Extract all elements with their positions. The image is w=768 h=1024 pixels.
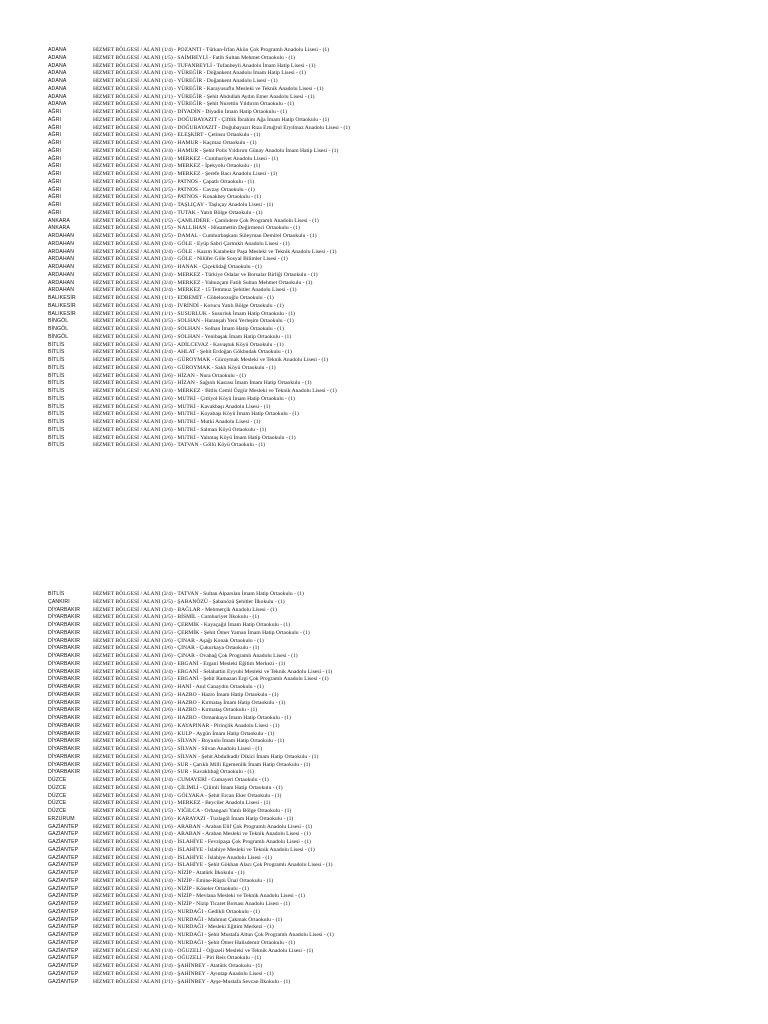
- assignment-description: HİZMET BÖLGESİ / ALANI (3/4) - ERGANİ - Selahattin Eyyubi Mesleki ve Teknik Anadolu Lisesi - (1): [93, 668, 333, 675]
- assignment-description: HİZMET BÖLGESİ / ALANI (1/4) - NURDAĞI - Şehit Mustafa Altun Çok Programlı Anadolu Lisesi - (1): [93, 932, 334, 938]
- list-item: [0, 684, 768, 692]
- assignment-description: HİZMET BÖLGESİ / ALANI (3/6) - SUR - Çarıklı Milli Egemenlik İmam Hatip Ortaokulu - (1): [93, 761, 311, 768]
- list-item: [0, 357, 768, 365]
- province-name: BİTLİS: [48, 426, 65, 433]
- assignment-description: HİZMET BÖLGESİ / ALANI (3/4) - ERGANİ - Ergani Mesleki Eğitim Merkezi - (1): [93, 660, 286, 667]
- province-name: GAZİANTEP: [48, 901, 79, 907]
- province-name: ARDAHAN: [48, 256, 75, 263]
- list-item: [0, 630, 768, 638]
- assignment-description: HİZMET BÖLGESİ / ALANI (1/4) - NİZİP - Nizip Ticaret Borsası Anadolu Lisesi - (1): [93, 901, 290, 907]
- assignment-description: HİZMET BÖLGESİ / ALANI (1/4) - İSLAHİYE - İslahiye Mesleki ve Teknik Anadolu Lisesi - (1): [93, 846, 315, 853]
- province-name: AĞRI: [48, 163, 62, 170]
- assignment-description: HİZMET BÖLGESİ / ALANI (3/5) - DOĞUBAYAZIT - Çiftlik İbrahim Ağa İmam Hatip Ortaokulu - (1): [93, 116, 330, 123]
- assignment-description: HİZMET BÖLGESİ / ALANI (3/6) - SUR - Kavaklıbağ Ortaokulu - (1): [93, 769, 255, 776]
- assignment-description: HİZMET BÖLGESİ / ALANI (3/6) - MUTKİ - Koyabaşı Köyü İmam Hatip Ortaokulu - (1): [93, 411, 299, 418]
- list-item: [0, 955, 768, 963]
- assignment-description: HİZMET BÖLGESİ / ALANI (1/5) - SAİMBEYLİ - Fatih Sultan Mehmet Ortaokulu - (1): [93, 54, 296, 61]
- assignment-description: HİZMET BÖLGESİ / ALANI (3/5) - SİLVAN - Şehit Abdulkadir Dikici İmam Hatip Ortaokulu - (1): [93, 753, 319, 760]
- province-name: BALIKESİR: [48, 295, 76, 301]
- list-item: [0, 816, 768, 824]
- assignment-description: HİZMET BÖLGESİ / ALANI (1/4) - ŞAHİNBEY - Atatürk Ortaokulu - (1): [93, 963, 263, 969]
- province-name: DİYARBAKIR: [48, 738, 81, 745]
- assignment-description: HİZMET BÖLGESİ / ALANI (3/4) - MERKEZ - Yalnızçam Fatih Sultan Mehmet Ortaokulu - (1): [93, 279, 313, 286]
- province-name: AĞRI: [48, 209, 62, 216]
- list-item: [0, 272, 768, 280]
- assignment-description: HİZMET BÖLGESİ / ALANI (3/4) - MERKEZ - Türkiye Odalar ve Borsalar Birliği Ortaokulu - (1): [93, 271, 318, 278]
- assignment-description: HİZMET BÖLGESİ / ALANI (3/5) - SOLHAN - Haranşah Yeni Yerleşim Ortaokulu - (1): [93, 318, 294, 325]
- list-item: [0, 878, 768, 886]
- province-name: BİNGÖL: [48, 333, 69, 340]
- list-item: [0, 202, 768, 210]
- province-name: AĞRI: [48, 186, 62, 193]
- province-name: ADANA: [48, 78, 67, 84]
- assignment-description: HİZMET BÖLGESİ / ALANI (3/5) - ÇERMİK - Şehit Ömer Yaman İmam Hatip Ortaokulu - (1): [93, 629, 310, 636]
- list-item: [0, 645, 768, 653]
- province-name: ADANA: [48, 54, 67, 61]
- list-item: [0, 179, 768, 187]
- province-name: AĞRI: [48, 171, 62, 177]
- assignment-description: HİZMET BÖLGESİ / ALANI (1/4) - NURDAĞI - Şehit Ömer Halisdemir Ortaokulu - (1): [93, 939, 296, 946]
- province-name: DİYARBAKIR: [48, 622, 81, 628]
- assignment-description: HİZMET BÖLGESİ / ALANI (3/4) - MERKEZ - İpekyolu Ortaokulu - (1): [93, 163, 261, 170]
- assignment-description: HİZMET BÖLGESİ / ALANI (1/1) - YÜREĞİR - Şehit Abdullah Aydın Emer Anadolu Lisesi - (1): [93, 93, 315, 100]
- list-item: [0, 109, 768, 117]
- assignment-description: HİZMET BÖLGESİ / ALANI (3/4) - GÖLE - Kazım Karabekir Paşa Mesleki ve Teknik Anadolu Lisesi - (1): [93, 248, 337, 255]
- province-name: DİYARBAKIR: [48, 668, 81, 675]
- assignment-description: HİZMET BÖLGESİ / ALANI (1/5) - ÇAMLIDERE - Çamlıdere Çok Programlı Anadolu Lisesi - (1): [93, 217, 319, 224]
- assignment-description: HİZMET BÖLGESİ / ALANI (3/5) - PATNOS - Çapatlı Ortaokulu - (1): [93, 178, 255, 185]
- assignment-description: HİZMET BÖLGESİ / ALANI (1/1) - EDREMİT - Göbeloozoğlu Ortaokulu - (1): [93, 295, 274, 301]
- province-name: ADANA: [48, 62, 67, 69]
- assignment-description: HİZMET BÖLGESİ / ALANI (3/4) - MERKEZ - 15 Temmuz Şehitler Anadolu Lisesi - (1): [93, 287, 297, 294]
- province-name: ADANA: [48, 85, 67, 92]
- assignment-description: HİZMET BÖLGESİ / ALANI (3/5) - PATNOS - Cavzay Ortaokulu - (1): [93, 186, 255, 193]
- assignment-description: HİZMET BÖLGESİ / ALANI (1/4) - NİZİP - Mevlana Mesleki ve Teknik Anadolu Lisesi - (1): [93, 893, 305, 900]
- assignment-description: HİZMET BÖLGESİ / ALANI (3/4) - DİYADİN - Diyadin İmam Hatip Ortaokulu - (1): [93, 109, 287, 115]
- list-item: [0, 388, 768, 396]
- province-name: BALIKESİR: [48, 302, 76, 309]
- assignment-description: HİZMET BÖLGESİ / ALANI (1/4) - OĞUZELİ - Oğuzeli Mesleki ve Teknik Anadolu Lisesi - (1): [93, 947, 314, 954]
- assignment-description: HİZMET BÖLGESİ / ALANI (1/5) - NURDAĞI - Mahmut Çakmak Ortaokulu - (1): [93, 916, 283, 923]
- list-item: [0, 233, 768, 241]
- list-item: [0, 334, 768, 342]
- list-item: [0, 442, 768, 450]
- province-name: ANKARA: [48, 225, 70, 232]
- assignment-description: HİZMET BÖLGESİ / ALANI (3/6) - HAZRO - Ormankaya İmam Hatip Ortaokulu - (1): [93, 715, 291, 721]
- list-item: [0, 241, 768, 249]
- list-item: [0, 287, 768, 295]
- list-item: [0, 163, 768, 171]
- province-name: DİYARBAKIR: [48, 699, 81, 706]
- province-name: GAZİANTEP: [48, 893, 79, 900]
- list-item: [0, 839, 768, 847]
- assignment-description: HİZMET BÖLGESİ / ALANI (3/6) - MUTKİ - Salman Köyü Ortaokulu - (1): [93, 426, 267, 433]
- assignment-description: HİZMET BÖLGESİ / ALANI (3/4) - DOĞUBAYAZIT - Doğubayazıt Rıza Ertuğrul Eryılmaz Anadolu Lisesi - (1): [93, 124, 351, 131]
- list-item: [0, 101, 768, 109]
- list-item: [0, 132, 768, 140]
- assignment-description: HİZMET BÖLGESİ / ALANI (3/5) - HİZAN - Sağınlı Kasrası İmam İmam Hatip Ortaokulu - (1): [93, 380, 312, 387]
- province-name: ADANA: [48, 47, 67, 53]
- province-name: BİTLİS: [48, 349, 65, 356]
- list-item: [0, 963, 768, 971]
- assignment-description: HİZMET BÖLGESİ / ALANI (1/1) - ŞAHİNBEY - Ayşe-Mustafa Sevcan İlkokulu - (1): [93, 978, 291, 985]
- assignment-description: HİZMET BÖLGESİ / ALANI (3/6) - SİLVAN - Boyunlu İmam Hatip Ortaokulu - (1): [93, 738, 285, 745]
- list-item: [0, 940, 768, 948]
- province-name: DİYARBAKIR: [48, 676, 81, 683]
- province-name: DİYARBAKIR: [48, 637, 81, 644]
- assignment-description: HİZMET BÖLGESİ / ALANI (3/5) - ERGANİ - Şehit Ramazan Ergi Çok Programlı Anadolu Lisesi - (1): [93, 676, 329, 683]
- list-section-2: [0, 591, 768, 986]
- list-item: [0, 365, 768, 373]
- list-item: [0, 924, 768, 932]
- assignment-description: HİZMET BÖLGESİ / ALANI (1/6) - ARABAN - Araban Elif Çok Programlı Anadolu Lisesi - (1): [93, 823, 313, 830]
- province-name: DİYARBAKIR: [48, 761, 81, 768]
- province-name: ARDAHAN: [48, 287, 75, 294]
- assignment-description: HİZMET BÖLGESİ / ALANI (1/4) - İSLAHİYE - Fevzipaşa Çok Programlı Anadolu Lisesi - (1): [93, 839, 312, 845]
- province-name: AĞRI: [48, 178, 62, 185]
- province-name: GAZİANTEP: [48, 947, 79, 954]
- assignment-description: HİZMET BÖLGESİ / ALANI (1/4) - YÜREĞİR - Doğankent Anadolu Lisesi - (1): [93, 78, 278, 84]
- province-name: GAZİANTEP: [48, 924, 79, 931]
- list-item: [0, 380, 768, 388]
- list-item: [0, 117, 768, 125]
- assignment-description: HİZMET BÖLGESİ / ALANI (3/4) - MERKEZ - Şerefe Bacı Anadolu Lisesi - (1): [93, 171, 278, 177]
- province-name: DİYARBAKIR: [48, 753, 81, 760]
- list-item: [0, 256, 768, 264]
- list-item: [0, 808, 768, 816]
- list-item: [0, 210, 768, 218]
- assignment-description: HİZMET BÖLGESİ / ALANI (3/4) - TATVAN - Sultan Alparslan İmam Hatip Ortaokulu - (1): [93, 591, 304, 597]
- assignment-description: HİZMET BÖLGESİ / ALANI (3/5) - DAMAL - Cumhurbaşkanı Süleyman Demirel Ortaokulu - (1): [93, 233, 317, 239]
- list-item: [0, 932, 768, 940]
- assignment-description: HİZMET BÖLGESİ / ALANI (3/5) - SİLVAN - Silvan Anadolu Lisesi - (1): [93, 746, 262, 752]
- province-name: AĞRI: [48, 140, 62, 146]
- list-item: [0, 326, 768, 334]
- assignment-description: HİZMET BÖLGESİ / ALANI (2/5) - ŞABANÖZÜ - Şabanözü Şehitler İlkokulu - (1): [93, 598, 285, 605]
- assignment-description: HİZMET BÖLGESİ / ALANI (1/4) - NURDAĞI - Mesleki Eğitim Merkezi - (1): [93, 924, 274, 931]
- assignment-description: HİZMET BÖLGESİ / ALANI (3/6) - HAMUR - Kaçmaz Ortaokulu - (1): [93, 140, 257, 146]
- province-name: AĞRI: [48, 202, 62, 208]
- assignment-description: HİZMET BÖLGESİ / ALANI (1/5) - YIĞILCA - Orhangazi Yatılı Bölge Ortaokulu - (1): [93, 808, 292, 814]
- assignment-description: HİZMET BÖLGESİ / ALANI (1/4) - YÜREĞİR - Karayusuflu Mesleki ve Teknik Anadolu Lisesi - (1): [93, 85, 324, 92]
- province-name: ADANA: [48, 70, 67, 77]
- province-name: AĞRI: [48, 155, 62, 162]
- province-name: DİYARBAKIR: [48, 691, 81, 698]
- list-item: [0, 622, 768, 630]
- province-name: ARDAHAN: [48, 264, 75, 270]
- province-name: ANKARA: [48, 217, 70, 224]
- assignment-description: HİZMET BÖLGESİ / ALANI (3/4) - HAMUR - Şehit Polis Yıldırım Günay Anadolu İmam Hatip Lisesi - (1): [93, 147, 339, 154]
- list-item: [0, 614, 768, 622]
- assignment-description: HİZMET BÖLGESİ / ALANI (3/6) - ELEŞKİRT - Çetinsu Ortaokulu - (1): [93, 132, 261, 139]
- list-item: [0, 723, 768, 731]
- list-item: [0, 171, 768, 179]
- province-name: DİYARBAKIR: [48, 606, 81, 613]
- province-name: GAZİANTEP: [48, 908, 79, 915]
- province-name: AĞRI: [48, 147, 62, 154]
- assignment-description: HİZMET BÖLGESİ / ALANI (1/1) - MERKEZ - Beyciler Anadolu Lisesi - (1): [93, 800, 271, 807]
- assignment-description: HİZMET BÖLGESİ / ALANI (3/6) - ÇERMİK - Kayaçağıl İmam Hatip Ortaokulu - (1): [93, 622, 291, 628]
- list-item: [0, 318, 768, 326]
- province-name: BİTLİS: [48, 419, 65, 425]
- province-name: BİNGÖL: [48, 326, 69, 332]
- list-item: [0, 971, 768, 979]
- assignment-description: HİZMET BÖLGESİ / ALANI (1/6) - NİZİP - Köseler Ortaokulu - (1): [93, 885, 249, 892]
- province-name: DÜZCE: [48, 777, 67, 783]
- assignment-description: HİZMET BÖLGESİ / ALANI (3/4) - GÖLE - Nilüfer Göle Sosyal Bilimler Lisesi - (1): [93, 256, 288, 263]
- province-name: BİTLİS: [48, 395, 65, 402]
- assignment-description: HİZMET BÖLGESİ / ALANI (1/4) - CUMAYERİ - Cumayeri Ortaokulu - (1): [93, 777, 269, 783]
- province-name: DİYARBAKIR: [48, 707, 81, 714]
- list-item: [0, 194, 768, 202]
- province-name: GAZİANTEP: [48, 955, 79, 962]
- assignment-description: HİZMET BÖLGESİ / ALANI (3/6) - HANİ - Anıl Canaydın Ortaokulu - (1): [93, 684, 264, 690]
- assignment-description: HİZMET BÖLGESİ / ALANI (1/4) - İVRİNDİ - Korucu Yatılı Bölge Ortaokulu - (1): [93, 302, 284, 309]
- province-name: DİYARBAKIR: [48, 715, 81, 721]
- assignment-description: HİZMET BÖLGESİ / ALANI (1/4) - ARABAN - Araban Mesleki ve Teknik Anadolu Lisesi - (1): [93, 831, 311, 838]
- province-name: ADANA: [48, 101, 67, 108]
- province-name: AĞRI: [48, 109, 62, 115]
- province-name: BİTLİS: [48, 372, 65, 379]
- list-item: [0, 785, 768, 793]
- assignment-description: HİZMET BÖLGESİ / ALANI (3/4) - BAĞLAR - Mehmetçik Anadolu Lisesi - (1): [93, 606, 277, 613]
- list-item: [0, 676, 768, 684]
- province-name: GAZİANTEP: [48, 846, 79, 853]
- province-name: GAZİANTEP: [48, 870, 79, 876]
- list-item: [0, 715, 768, 723]
- province-name: BİTLİS: [48, 434, 65, 441]
- list-item: [0, 754, 768, 762]
- list-item: [0, 295, 768, 303]
- list-item: [0, 979, 768, 987]
- province-name: ARDAHAN: [48, 240, 75, 247]
- assignment-description: HİZMET BÖLGESİ / ALANI (1/5) - NURDAĞI - Gedikli Ortaokulu - (1): [93, 908, 260, 915]
- list-item: [0, 70, 768, 78]
- province-name: ARDAHAN: [48, 248, 75, 255]
- list-item: [0, 738, 768, 746]
- list-item: [0, 427, 768, 435]
- assignment-description: HİZMET BÖLGESİ / ALANI (1/5) - İSLAHİYE - Şehit Gökhan Alacı Çok Programlı Anadolu Lisesi - (1): [93, 862, 333, 869]
- province-name: DİYARBAKIR: [48, 730, 81, 737]
- province-name: DİYARBAKIR: [48, 653, 81, 659]
- province-name: GAZİANTEP: [48, 885, 79, 892]
- province-name: GAZİANTEP: [48, 854, 79, 861]
- province-name: GAZİANTEP: [48, 932, 79, 938]
- province-name: DİYARBAKIR: [48, 660, 81, 667]
- assignment-description: HİZMET BÖLGESİ / ALANI (3/5) - BİSMİL - Cumhuriyet İlkokulu - (1): [93, 614, 260, 621]
- assignment-description: HİZMET BÖLGESİ / ALANI (1/4) - YÜREĞİR - Doğankent Anadolu İmam Hatip Lisesi - (1): [93, 70, 306, 77]
- assignment-description: HİZMET BÖLGESİ / ALANI (3/4) - GÜROYMAK - Güroymak Mesleki ve Teknik Anadolu Lisesi - (1): [93, 357, 329, 363]
- province-name: BİTLİS: [48, 411, 65, 418]
- assignment-description: HİZMET BÖLGESİ / ALANI (1/4) - NİZİP - Emine-Rüştü Ünal Ortaokulu - (1): [93, 877, 274, 884]
- province-name: GAZİANTEP: [48, 963, 79, 969]
- assignment-description: HİZMET BÖLGESİ / ALANI (1/5) - NALLIHAN - Hüsamettin Değirmenci Ortaokulu - (1): [93, 225, 300, 232]
- assignment-description: HİZMET BÖLGESİ / ALANI (3/6) - TATVAN - Göllü Köyü Ortaokulu - (1): [93, 442, 266, 449]
- list-item: [0, 349, 768, 357]
- assignment-description: HİZMET BÖLGESİ / ALANI (3/4) - GÖLE - Eyüp Sabri Çarmıklı Anadolu Lisesi - (1): [93, 240, 290, 247]
- assignment-description: HİZMET BÖLGESİ / ALANI (3/6) - KULP - Aygün İmam Hatip Ortaokulu - (1): [93, 730, 275, 737]
- province-name: GAZİANTEP: [48, 831, 79, 838]
- province-name: ADANA: [48, 93, 67, 100]
- list-item: [0, 870, 768, 878]
- province-name: DÜZCE: [48, 808, 67, 814]
- province-name: GAZİANTEP: [48, 823, 79, 830]
- assignment-description: HİZMET BÖLGESİ / ALANI (3/5) - HAZRO - Hazro İmam Hatip Ortaokulu - (1): [93, 691, 279, 698]
- list-item: [0, 800, 768, 808]
- list-item: [0, 140, 768, 148]
- province-name: ARDAHAN: [48, 233, 75, 239]
- list-item: [0, 396, 768, 404]
- assignment-description: HİZMET BÖLGESİ / ALANI (3/6) - MUTKİ - Yalıntaş Köyü İmam Hatip Ortaokulu - (1): [93, 434, 296, 441]
- list-item: [0, 893, 768, 901]
- assignment-description: HİZMET BÖLGESİ / ALANI (3/5) - ADİLCEVAZ - Kavuştuk Köyü Ortaokulu - (1): [93, 341, 284, 348]
- assignment-description: HİZMET BÖLGESİ / ALANI (3/4) - MUTKİ - Mutki Anadolu Lisesi - (1): [93, 419, 261, 425]
- province-name: DİYARBAKIR: [48, 629, 81, 636]
- province-name: ERZURUM: [48, 815, 75, 822]
- province-name: DİYARBAKIR: [48, 722, 81, 729]
- list-item: [0, 55, 768, 63]
- list-item: [0, 769, 768, 777]
- province-name: AĞRI: [48, 124, 62, 131]
- list-item: [0, 831, 768, 839]
- province-name: DİYARBAKIR: [48, 769, 81, 776]
- assignment-description: HİZMET BÖLGESİ / ALANI (3/4) - SOLHAN - Solhan İmam Hatip Ortaokulu - (1): [93, 326, 284, 332]
- province-name: DİYARBAKIR: [48, 645, 81, 652]
- list-item: [0, 746, 768, 754]
- province-name: GAZİANTEP: [48, 839, 79, 845]
- province-name: GAZİANTEP: [48, 970, 79, 977]
- province-name: AĞRI: [48, 194, 62, 201]
- assignment-description: HİZMET BÖLGESİ / ALANI (3/6) - SOLHAN - Yenibaşak İmam Hatip Ortaokulu - (1): [93, 333, 292, 340]
- list-item: [0, 901, 768, 909]
- list-item: [0, 419, 768, 427]
- province-name: BİNGÖL: [48, 318, 69, 325]
- assignment-description: HİZMET BÖLGESİ / ALANI (3/4) - TUTAK - Yatılı Bölge Ortaokulu - (1): [93, 209, 263, 216]
- province-name: ARDAHAN: [48, 279, 75, 286]
- province-name: BİTLİS: [48, 341, 65, 348]
- province-name: BİTLİS: [48, 403, 65, 410]
- province-name: BİTLİS: [48, 442, 65, 449]
- list-section-1: [0, 47, 768, 450]
- list-item: [0, 148, 768, 156]
- province-name: BİTLİS: [48, 364, 65, 371]
- province-name: DÜZCE: [48, 800, 67, 807]
- list-item: [0, 692, 768, 700]
- assignment-description: HİZMET BÖLGESİ / ALANI (1/4) - GÖLYAKA - Şehit Ercan Eker Ortaokulu - (1): [93, 792, 282, 799]
- list-item: [0, 591, 768, 599]
- list-item: [0, 225, 768, 233]
- province-name: AĞRI: [48, 116, 62, 123]
- assignment-description: HİZMET BÖLGESİ / ALANI (3/6) - HİZAN - Nura Ortaokulu - (1): [93, 372, 246, 379]
- assignment-description: HİZMET BÖLGESİ / ALANI (3/6) - KAYAPINAR - Pirinçlik Anadolu Lisesi - (1): [93, 722, 280, 729]
- assignment-description: HİZMET BÖLGESİ / ALANI (3/5) - MUTKİ - Kavakbaşı Anadolu Lisesi - (1): [93, 403, 271, 410]
- assignment-description: HİZMET BÖLGESİ / ALANI (1/5) - TUFANBEYLİ - Tufanbeyli Anadolu İmam Hatip Lisesi - (1): [93, 62, 316, 69]
- assignment-description: HİZMET BÖLGESİ / ALANI (3/6) - HAZRO - Kırmataş Ortaokulu - (1): [93, 707, 258, 714]
- assignment-description: HİZMET BÖLGESİ / ALANI (3/4) - TAŞLIÇAY - Taşlıçay Anadolu Lisesi - (1): [93, 202, 274, 208]
- assignment-description: HİZMET BÖLGESİ / ALANI (3/6) - KARAYAZI - Tuzlagöl İmam Hatip Ortaokulu - (1): [93, 815, 294, 822]
- list-item: [0, 909, 768, 917]
- assignment-description: HİZMET BÖLGESİ / ALANI (1/5) - NİZİP - Atatürk İlkokulu - (1): [93, 870, 245, 876]
- province-name: GAZİANTEP: [48, 978, 79, 985]
- assignment-description: HİZMET BÖLGESİ / ALANI (3/6) - ÇINAR - Ovabağ Çok Programlı Anadolu Lisesi - (1): [93, 653, 298, 659]
- province-name: BİTLİS: [48, 380, 65, 387]
- list-item: [0, 661, 768, 669]
- assignment-description: HİZMET BÖLGESİ / ALANI (3/6) - HANAK - Çiçeklidağ Ortaokulu - (1): [93, 264, 262, 270]
- province-name: BİTLİS: [48, 388, 65, 394]
- list-item: [0, 777, 768, 785]
- assignment-description: HİZMET BÖLGESİ / ALANI (1/4) - POZANTI - Türkan-İrfan Akün Çok Programlı Anadolu Lisesi - (1): [93, 47, 330, 53]
- province-name: DÜZCE: [48, 784, 67, 791]
- province-name: DİYARBAKIR: [48, 746, 81, 752]
- assignment-description: HİZMET BÖLGESİ / ALANI (3/6) - ÇINAR - Çukurkaya Ortaokulu - (1): [93, 645, 260, 652]
- list-item: [0, 862, 768, 870]
- list-item: [0, 303, 768, 311]
- assignment-description: HİZMET BÖLGESİ / ALANI (1/4) - ŞAHİNBEY - Ayıntap Anadolu Lisesi - (1): [93, 970, 274, 977]
- province-name: ARDAHAN: [48, 271, 75, 278]
- assignment-description: HİZMET BÖLGESİ / ALANI (3/6) - GÜROYMAK - Saklı Köyü Ortaokulu - (1): [93, 364, 276, 371]
- list-item: [0, 847, 768, 855]
- list-item: [0, 707, 768, 715]
- assignment-description: HİZMET BÖLGESİ / ALANI (1/1) - SUSURLUK - Susurluk İmam Hatip Ortaokulu - (1): [93, 310, 296, 317]
- province-name: DİYARBAKIR: [48, 614, 81, 621]
- list-item: [0, 264, 768, 272]
- list-item: [0, 86, 768, 94]
- list-item: [0, 653, 768, 661]
- assignment-description: HİZMET BÖLGESİ / ALANI (1/4) - İSLAHİYE - İslahiye Anadolu Lisesi - (1): [93, 854, 272, 861]
- assignment-description: HİZMET BÖLGESİ / ALANI (3/6) - MUTKİ - Çitliyol Köyü İmam Hatip Ortaokulu - (1): [93, 395, 295, 402]
- assignment-description: HİZMET BÖLGESİ / ALANI (3/4) - MERKEZ - Cumhuriyet Anadolu Lisesi - (1): [93, 155, 279, 162]
- province-name: GAZİANTEP: [48, 862, 79, 869]
- assignment-description: HİZMET BÖLGESİ / ALANI (3/6) - ÇINAR - Aşağı Konak Ortaokulu - (1): [93, 637, 264, 644]
- list-item: [0, 47, 768, 55]
- province-name: GAZİANTEP: [48, 939, 79, 946]
- list-item: [0, 78, 768, 86]
- province-name: ÇANKIRI: [48, 598, 70, 605]
- province-name: GAZİANTEP: [48, 877, 79, 884]
- province-name: BİTLİS: [48, 357, 65, 363]
- province-name: GAZİANTEP: [48, 916, 79, 923]
- province-name: DİYARBAKIR: [48, 684, 81, 690]
- province-name: DÜZCE: [48, 792, 67, 799]
- assignment-description: HİZMET BÖLGESİ / ALANI (1/4) - YÜREĞİR - Şehit Nurettin Yıldırım Ortaokulu - (1): [93, 101, 294, 108]
- list-item: [0, 599, 768, 607]
- assignment-description: HİZMET BÖLGESİ / ALANI (3/4) - AHLAT - Şehit Erdoğan Gökbudak Ortaokulu - (1): [93, 349, 292, 356]
- province-name: AĞRI: [48, 132, 62, 139]
- assignment-description: HİZMET BÖLGESİ / ALANI (3/5) - PATNOS - Konakbey Ortaokulu - (1): [93, 194, 261, 201]
- assignment-description: HİZMET BÖLGESİ / ALANI (3/6) - HAZRO - Kırmataş İmam Hatip Ortaokulu - (1): [93, 699, 286, 706]
- assignment-description: HİZMET BÖLGESİ / ALANI (1/4) - ÇİLİMLİ - Çilimli İmam Hatip Ortaokulu - (1): [93, 784, 283, 791]
- list-item: [0, 411, 768, 419]
- assignment-description: HİZMET BÖLGESİ / ALANI (3/4) - MERKEZ - Bitlis Cemil Özgür Mesleki ve Teknik Anadolu Lisesi - (1): [93, 388, 337, 394]
- province-name: BİTLİS: [48, 591, 65, 597]
- province-name: BALIKESİR: [48, 310, 76, 317]
- assignment-description: HİZMET BÖLGESİ / ALANI (1/4) - OĞUZELİ - Piri Reis Ortaokulu - (1): [93, 955, 261, 962]
